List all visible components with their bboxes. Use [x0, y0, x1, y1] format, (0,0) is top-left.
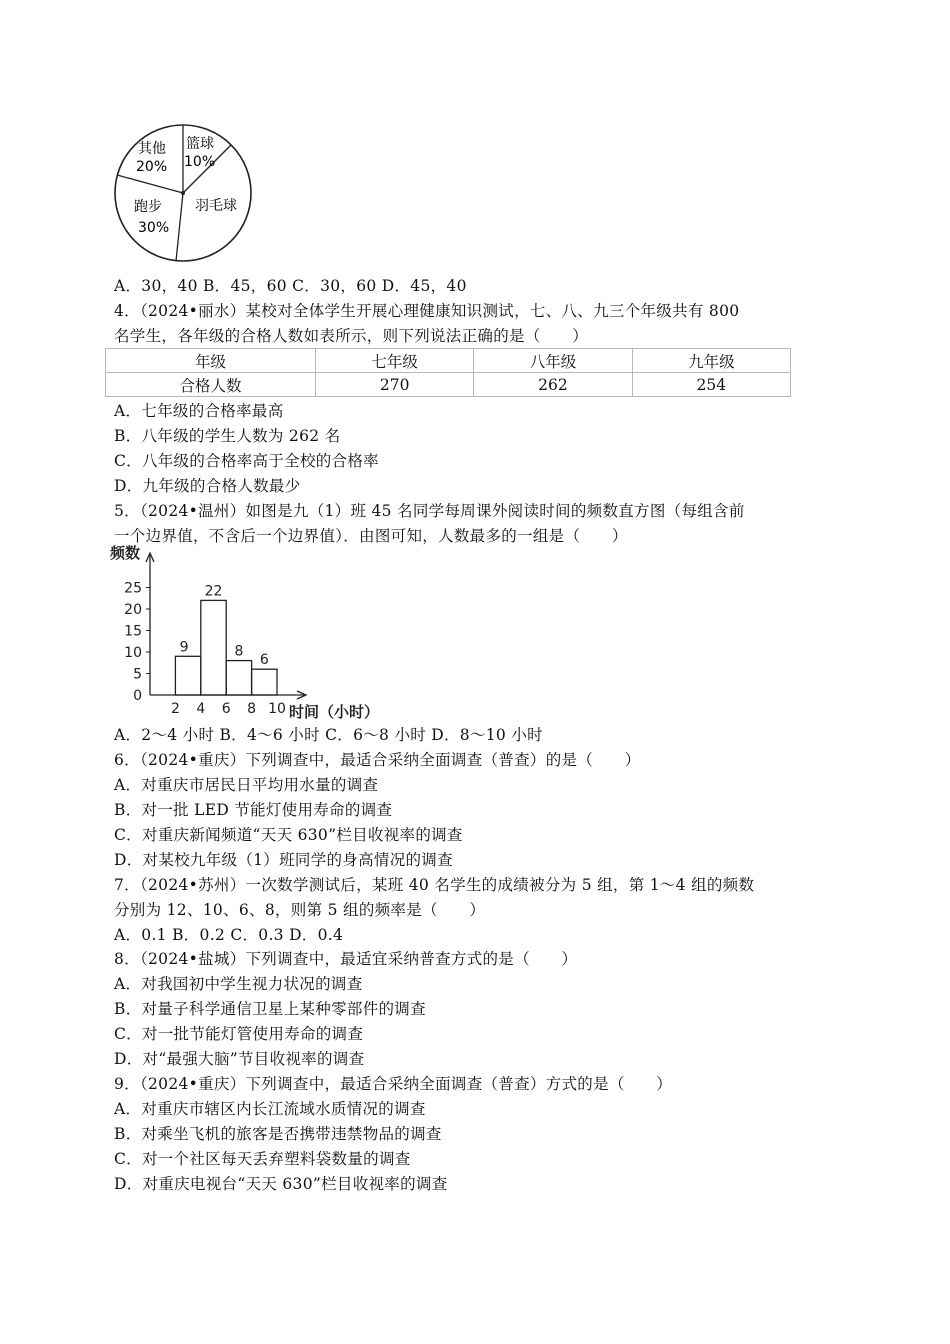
y-tick-label: 20	[124, 602, 142, 618]
y-tick-label: 5	[133, 666, 142, 683]
x-tick-label: 2	[170, 701, 180, 717]
table-cell: 合格人数	[106, 373, 316, 397]
pie-divider-left	[117, 175, 183, 193]
pie-chart	[108, 120, 258, 270]
q8-option-c: C．对一批节能灯管使用寿命的调查	[114, 1025, 364, 1043]
table-header-row	[106, 349, 791, 373]
table-cell: 年级	[106, 349, 316, 373]
q5-options: A．2～4 小时 B．4～6 小时 C．6～8 小时 D．8～10 小时	[114, 726, 543, 744]
pie-label-other: 其他	[138, 141, 166, 157]
q4-option-b: B．八年级的学生人数为 262 名	[114, 427, 341, 445]
histogram-bar	[226, 661, 251, 695]
table-cell: 262	[474, 373, 632, 397]
grade-table	[105, 348, 791, 397]
q9-option-a: A．对重庆市辖区内长江流域水质情况的调查	[114, 1100, 426, 1118]
y-tick-label: 25	[124, 580, 142, 597]
y-axis-label: 频数	[110, 544, 141, 562]
q9-option-c: C．对一个社区每天丢弃塑料袋数量的调查	[114, 1150, 411, 1168]
q8-option-d: D．对“最强大脑”节目收视率的调查	[114, 1050, 365, 1068]
q5-stem-line1: 5．（2024•温州）如图是九（1）班 45 名同学每周课外阅读时间的频数直方图（每组含前	[114, 502, 745, 520]
pie-label-badminton: 羽毛球	[195, 198, 237, 214]
q6-option-d: D．对某校九年级（1）班同学的身高情况的调查	[114, 851, 453, 869]
x-tick-label: 10	[268, 701, 286, 717]
pie-percent-other: 20%	[136, 159, 168, 175]
q8-option-b: B．对量子科学通信卫星上某种零部件的调查	[114, 1000, 426, 1018]
q4-stem-line1: 4．（2024•丽水）某校对全体学生开展心理健康知识测试，七、八、九三个年级共有 800	[114, 302, 740, 320]
q6-option-a: A．对重庆市居民日平均用水量的调查	[114, 776, 379, 794]
q4-option-a: A．七年级的合格率最高	[114, 402, 284, 420]
q9-stem: 9．（2024•重庆）下列调查中，最适合采纳全面调查（普查）方式的是（ ）	[114, 1075, 673, 1093]
bar-value-label: 9	[179, 639, 189, 656]
y-tick-label: 0	[133, 688, 142, 704]
pie-label-running: 跑步	[134, 199, 162, 215]
bar-value-label: 22	[204, 583, 223, 600]
q6-option-c: C．对重庆新闻频道“天天 630”栏目收视率的调查	[114, 826, 463, 844]
table-cell: 九年级	[632, 349, 790, 373]
q7-stem-line2: 分别为 12、10、6、8，则第 5 组的频率是（ ）	[114, 901, 486, 919]
q3-options: A．30，40 B．45，60 C．30，60 D．45，40	[114, 277, 467, 295]
q8-stem: 8．（2024•盐城）下列调查中，最适宜采纳普查方式的是（ ）	[114, 950, 578, 968]
histogram-bar	[175, 656, 200, 695]
pie-divider-bottom	[176, 193, 183, 261]
bar-value-label: 6	[259, 652, 269, 669]
q4-option-d: D．九年级的合格人数最少	[114, 477, 301, 495]
y-tick-label: 10	[124, 645, 142, 661]
histogram-bar	[252, 669, 277, 695]
histogram-bar	[201, 600, 226, 695]
table-cell: 270	[315, 373, 473, 397]
pie-percent-basketball: 10%	[184, 154, 216, 170]
q5-stem-line2: 一个边界值，不含后一个边界值）．由图可知，人数最多的一组是（ ）	[114, 527, 628, 545]
bar-value-label: 8	[234, 643, 244, 660]
q7-options: A．0.1 B．0.2 C．0.3 D．0.4	[114, 926, 344, 944]
q6-option-b: B．对一批 LED 节能灯使用寿命的调查	[114, 801, 393, 819]
q7-stem-line1: 7．（2024•苏州）一次数学测试后，某班 40 名学生的成绩被分为 5 组，第 1～4 组的频数	[114, 876, 755, 894]
q6-stem: 6．（2024•重庆）下列调查中，最适合采纳全面调查（普查）的是（ ）	[114, 751, 641, 769]
x-tick-label: 8	[247, 701, 257, 717]
pie-center-dot	[181, 191, 185, 195]
q4-option-c: C．八年级的合格率高于全校的合格率	[114, 452, 379, 470]
q4-stem-line2: 名学生，各年级的合格人数如表所示，则下列说法正确的是（ ）	[114, 327, 589, 345]
x-tick-label: 6	[221, 701, 231, 717]
x-axis-label: 时间（小时）	[289, 703, 380, 721]
table-cell: 254	[632, 373, 790, 397]
pie-percent-running: 30%	[138, 220, 170, 236]
table-cell: 八年级	[474, 349, 632, 373]
frequency-histogram	[105, 542, 405, 722]
pie-label-basketball: 篮球	[186, 136, 214, 152]
x-tick-label: 4	[196, 701, 206, 717]
y-tick-label: 15	[124, 623, 142, 640]
q9-option-b: B．对乘坐飞机的旅客是否携带违禁物品的调查	[114, 1125, 442, 1143]
table-cell: 七年级	[315, 349, 473, 373]
q9-option-d: D．对重庆电视台“天天 630”栏目收视率的调查	[114, 1175, 448, 1193]
table-row	[106, 373, 791, 397]
q8-option-a: A．对我国初中学生视力状况的调查	[114, 975, 363, 993]
